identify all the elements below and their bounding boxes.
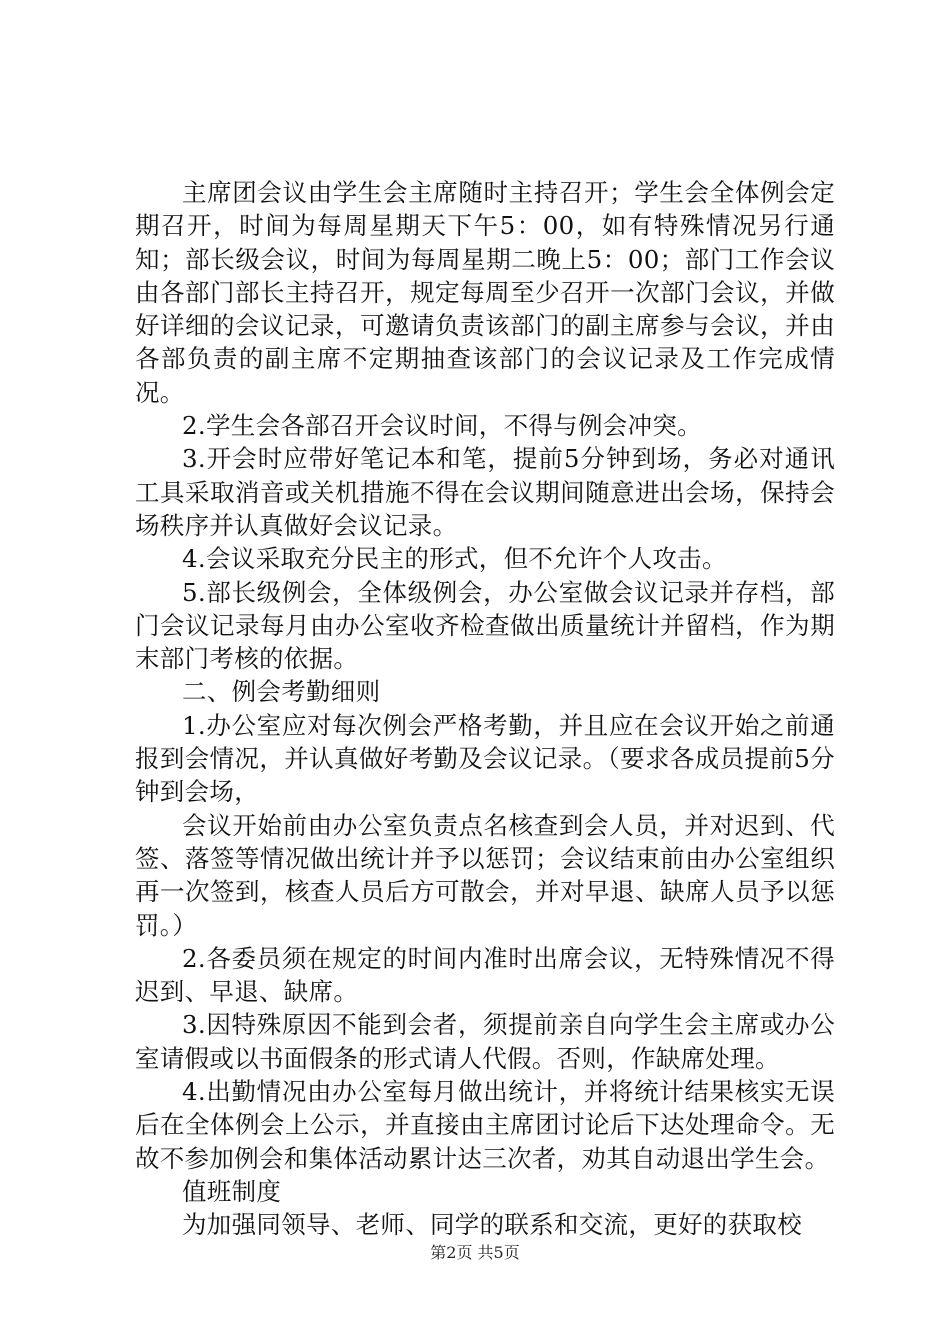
paragraph-attendance-2: 2.各委员须在规定的时间内准时出席会议，无特殊情况不得迟到、早退、缺席。 — [135, 943, 835, 1007]
paragraph-attendance-4: 4.出勤情况由办公室每月做出统计，并将统计结果核实无误后在全体例会上公示，并直接由主席团讨论后下达处理命令。无故不参加例会和集体活动累计达三次者，劝其自动退出学生会。 — [135, 1077, 835, 1173]
section-heading-attendance: 二、例会考勤细则 — [182, 677, 381, 707]
document-body — [135, 176, 835, 1242]
page-footer: 第2页 共5页 — [430, 1243, 520, 1262]
section-heading-duty: 值班制度 — [182, 1176, 282, 1206]
paragraph-duty-intro: 为加强同领导、老师、同学的联系和交流，更好的获取校 — [182, 1210, 802, 1240]
paragraph-rule-2: 2.学生会各部召开会议时间，不得与例会冲突。 — [182, 411, 702, 441]
paragraph-attendance-3: 3.因特殊原因不能到会者，须提前亲自向学生会主席或办公室请假或以书面假条的形式请人代假。否则，作缺席处理。 — [135, 1010, 835, 1073]
paragraph-meeting-schedule: 主席团会议由学生会主席随时主持召开；学生会全体例会定期召开，时间为每周星期天下午5：00，如有特殊情况另行通知；部长级会议，时间为每周星期二晚上5：00；部门工作会议由各部门部长主持召开，规定每周至少召开一次部门会议，并做好详细的会议记录，可邀请负责该部门的副主席参与会议，并由各部负责的副主席不定期抽查该部门的会议记录及工作完成情况。 — [135, 178, 835, 407]
paragraph-attendance-1: 1.办公室应对每次例会严格考勤，并且应在会议开始之前通报到会情况，并认真做好考勤及会议记录。（要求各成员提前5分钟到会场， — [135, 710, 835, 807]
paragraph-rule-4: 4.会议采取充分民主的形式，但不允许个人攻击。 — [182, 544, 727, 574]
paragraph-attendance-1-continued: 会议开始前由办公室负责点名核查到会人员，并对迟到、代签、落签等情况做出统计并予以惩罚；会议结束前由办公室组织再一次签到，核查人员后方可散会，并对早退、缺席人员予以惩罚。） — [135, 810, 835, 940]
paragraph-rule-3: 3.开会时应带好笔记本和笔，提前5分钟到场，务必对通讯工具采取消音或关机措施不得在会议期间随意进出会场，保持会场秩序并认真做好会议记录。 — [135, 444, 835, 540]
paragraph-rule-5: 5.部长级例会，全体级例会，办公室做会议记录并存档，部门会议记录每月由办公室收齐检查做出质量统计并留档，作为期末部门考核的依据。 — [135, 577, 835, 674]
